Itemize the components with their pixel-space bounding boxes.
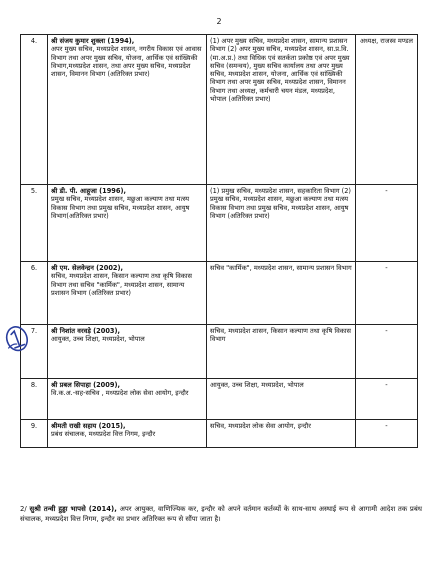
current-posting: प्रमुख सचिव, मध्यप्रदेश शासन, मछुआ कल्याण तथा मत्स्य विकास विभाग तथा प्रमुख सचिव, मध्यप्रदेश शासन, आयुष विभाग(अतिरिक्त प्रभार) [51, 195, 190, 220]
officer-name: श्री प्रबल सिपाहा (2009), [51, 381, 120, 389]
table-row [21, 420, 418, 448]
officer-name: श्री निशांत वरवड़े (2003), [51, 327, 121, 335]
current-posting: प्रबंध संचालक, मध्यप्रदेश वित्त निगम, इन्दौर [51, 430, 156, 439]
current-posting: अपर मुख्य सचिव, मध्यप्रदेश शासन, नगरीय विकास एवं आवास विभाग तथा अपर मुख्य सचिव, योजना, आर्थिक एवं सांख्यिकी विभाग,मध्यप्रदेश शासन, तथा अपर मुख्य सचिव, मध्यप्रदेश शासन, विमानन विभाग (अतिरिक्त प्रभार) [51, 45, 202, 79]
new-posting: (1) अपर मुख्य सचिव, मध्यप्रदेश शासन, सामान्य प्रशासन विभाग (2) अपर मुख्य सचिव, मध्यप्रदेश शासन, सा.प्र.वि. (मा.अ.प्र.) तथा विधिक एवं सतर्कता प्रकोष्ठ एवं अपर मुख्य सचिव (समन्वय), मुख्य सचिव कार्यालय तथा अपर मुख्य सचिव, मध्यप्रदेश शासन, योजना, आर्थिक एवं सांख्यिकी विभाग तथा अपर मुख्य सचिव, मध्यप्रदेश शासन, विमानन विभाग तथा अध्यक्ष, कर्मचारी चयन मंडल, मध्यप्रदेश, भोपाल (अतिरिक्त प्रभार) [207, 35, 356, 185]
additional-charge: - [356, 379, 418, 420]
page-number: 2 [216, 17, 222, 26]
new-posting: (1) प्रमुख सचिव, मध्यप्रदेश शासन, सहकारिता विभाग (2) प्रमुख सचिव, मध्यप्रदेश शासन, मछुआ कल्याण तथा मत्स्य विकास विभाग तथा प्रमुख सचिव, मध्यप्रदेश शासन, आयुष विभाग (अतिरिक्त प्रभार) [207, 185, 356, 262]
serial-number: 7. [21, 325, 48, 379]
additional-charge: - [356, 185, 418, 262]
officer-cell [48, 262, 207, 325]
officer-cell [48, 420, 207, 448]
additional-charge: - [356, 420, 418, 448]
footer-paragraph [20, 505, 422, 524]
table-row [21, 379, 418, 420]
current-posting: वि.क.अ.-सह-सचिव , मध्यप्रदेश लोक सेवा आयोग, इन्दौर [51, 389, 189, 398]
posting-table [20, 34, 418, 448]
officer-cell [48, 185, 207, 262]
table-row [21, 325, 418, 379]
serial-number: 5. [21, 185, 48, 262]
officer-cell [48, 325, 207, 379]
additional-charge: - [356, 325, 418, 379]
table-row [21, 35, 418, 185]
current-posting: आयुक्त, उच्च शिक्षा, मध्यप्रदेश, भोपाल [51, 335, 145, 344]
additional-charge: - [356, 262, 418, 325]
officer-name: श्री एम. सेलवेन्द्रन (2002), [51, 264, 124, 272]
paragraph-number: 2/ [20, 505, 27, 513]
current-posting: सचिव, मध्यप्रदेश शासन, किसान कल्याण तथा कृषि विकास विभाग तथा सचिव "कार्मिक", मध्यप्रदेश शासन, सामान्य प्रशासन विभाग (अतिरिक्त प्रभार) [51, 272, 193, 297]
serial-number: 6. [21, 262, 48, 325]
officer-name: श्री डी. पी. आहूजा (1996), [51, 187, 126, 195]
officer-cell [48, 35, 207, 185]
new-posting: सचिव "कार्मिक", मध्यप्रदेश शासन, सामान्य प्रशासन विभाग [207, 262, 356, 325]
new-posting: सचिव, मध्यप्रदेश शासन, किसान कल्याण तथा कृषि विकास विभाग [207, 325, 356, 379]
officer-name: श्री संजय कुमार शुक्ला (1994), [51, 37, 135, 45]
paragraph-text: अपर आयुक्त, वाणिज्यिक कर, इन्दौर को अपने वर्तमान कर्तव्यों के साथ-साथ अस्थाई रूप से आगामी आदेश तक प्रबंध संचालक, मध्यप्रदेश वित्त निगम, इन्दौर का प्रभार अतिरिक्त रूप से सौंपा जाता है। [20, 505, 422, 523]
officer-name: सुश्री तन्वी हुड्डा भापसे (2014), [29, 505, 117, 513]
new-posting: सचिव, मध्यप्रदेश लोक सेवा आयोग, इन्दौर [207, 420, 356, 448]
table-row [21, 185, 418, 262]
table-row [21, 262, 418, 325]
officer-cell [48, 379, 207, 420]
serial-number: 4. [21, 35, 48, 185]
additional-charge: अध्यक्ष, राजस्व मण्डल [356, 35, 418, 185]
serial-number: 8. [21, 379, 48, 420]
officer-name: श्रीमती राखी सहाय (2015), [51, 422, 126, 430]
new-posting: आयुक्त, उच्च शिक्षा, मध्यप्रदेश, भोपाल [207, 379, 356, 420]
serial-number: 9. [21, 420, 48, 448]
